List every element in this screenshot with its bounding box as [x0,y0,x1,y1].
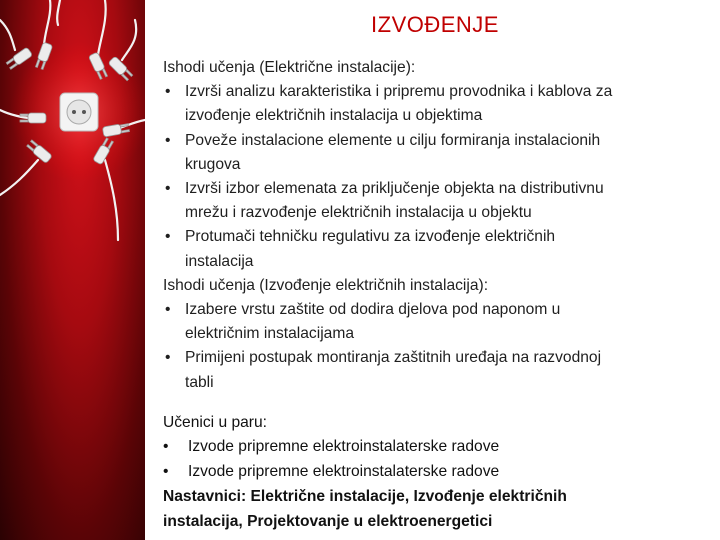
list-item: • Izvrši analizu karakteristika i pripremu provodnika i kablova za izvođenje električnih instalacija u objektima [163,80,703,128]
pairs-section [163,411,703,485]
section1-heading: Ishodi učenja (Električne instalacije): [163,59,416,76]
socket-and-plugs-illustration [0,0,145,540]
section2-heading: Ishodi učenja (Izvođenje električnih instalacija): [163,276,489,294]
page-title: IZVOĐENJE [371,12,499,37]
list-item: • Primijeni postupak montiranja zaštitnih uređaja na razvodnoj tabli [163,346,703,394]
content-body [163,56,703,534]
list-item: • Izvode pripremne elektroinstalaterske radove [163,460,703,485]
list-item: • Izabere vrstu zaštite od dodira djelova pod naponom u električnim instalacijama [163,298,703,346]
bullet-marker: • [163,462,169,480]
list-item: • Poveže instalacione elemente u cilju formiranja instalacionih krugova [163,129,703,177]
list-item: • Izvrši izbor elemenata za priključenje objekta na distributivnu mrežu i razvođenje električnih instalacija u objektu [163,177,703,225]
list-item: • Protumači tehničku regulativu za izvođenje električnih instalacija [163,225,703,273]
decorative-side-panel [0,0,145,540]
bullet-marker: • [163,438,169,456]
teachers-note: Nastavnici: Električne instalacije, Izvođenje električnih instalacija, Projektovanje u elektroenergetici [163,488,567,530]
pairs-heading: Učenici u paru: [163,413,268,431]
wall-socket-icon [60,93,98,131]
list-item: • Izvode pripremne elektroinstalaterske radove [163,435,703,460]
